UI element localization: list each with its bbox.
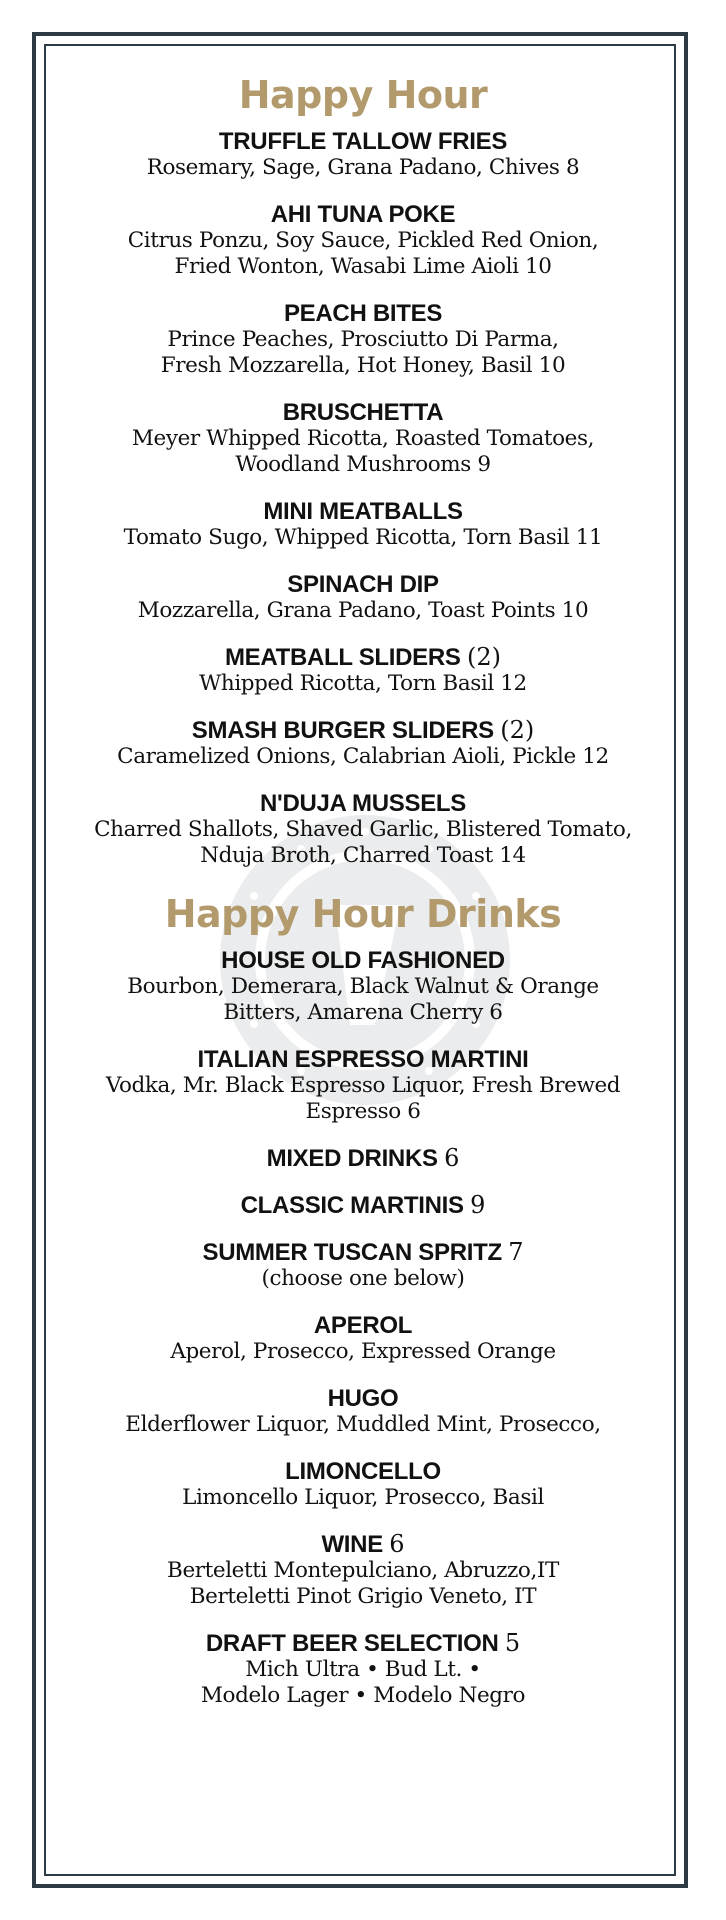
menu-item-name xyxy=(50,947,676,974)
menu-item xyxy=(50,128,676,181)
menu-item-name-suffix: (2) xyxy=(500,716,535,744)
menu-item-name-suffix: 9 xyxy=(470,1191,486,1219)
menu-item-name xyxy=(50,571,676,598)
menu-item-description: Fresh Mozzarella, Hot Honey, Basil 10 xyxy=(160,353,566,378)
menu-item xyxy=(50,1192,676,1219)
menu-item-description: Tomato Sugo, Whipped Ricotta, Torn Basil 11 xyxy=(123,525,603,550)
menu-item-description: Nduja Broth, Charred Toast 14 xyxy=(200,843,526,868)
menu-item-description: Bourbon, Demerara, Black Walnut & Orange xyxy=(127,974,599,999)
menu-item xyxy=(50,1312,676,1365)
menu-item-description: Caramelized Onions, Calabrian Aioli, Pickle 12 xyxy=(117,744,609,769)
menu-content xyxy=(50,70,676,1729)
menu-item-name-text: TRUFFLE TALLOW FRIES xyxy=(218,128,508,155)
menu-item-name xyxy=(50,300,676,327)
menu-item-description: Mozzarella, Grana Padano, Toast Points 10 xyxy=(137,598,589,623)
menu-item-name xyxy=(50,1458,676,1485)
menu-item-name-suffix: 5 xyxy=(504,1629,521,1657)
menu-item-name-suffix: 6 xyxy=(444,1144,460,1172)
menu-item-name-text: AHI TUNA POKE xyxy=(270,201,456,228)
menu-item-name-text: HOUSE OLD FASHIONED xyxy=(221,947,505,974)
menu-item xyxy=(50,644,676,697)
menu-item xyxy=(50,498,676,551)
menu-item-name xyxy=(50,399,676,426)
menu-item-name-suffix: 7 xyxy=(508,1238,524,1266)
menu-item xyxy=(50,1385,676,1438)
menu-item-name-text: WINE xyxy=(321,1531,383,1558)
menu-item-name xyxy=(50,1531,676,1558)
menu-item-name xyxy=(50,498,676,525)
menu-item-description: Modelo Lager • Modelo Negro xyxy=(200,1683,526,1708)
menu-item-description: Berteletti Pinot Grigio Veneto, IT xyxy=(189,1584,537,1609)
food-item-list xyxy=(50,128,676,869)
menu-item-description: Elderflower Liquor, Muddled Mint, Prosecco, xyxy=(125,1412,601,1437)
happy-hour-title: Happy Hour xyxy=(238,73,488,117)
menu-item-description: Limoncello Liquor, Prosecco, Basil xyxy=(182,1485,544,1510)
happy-hour-drinks-title: Happy Hour Drinks xyxy=(164,892,562,936)
menu-item xyxy=(50,1458,676,1511)
menu-item-description: Vodka, Mr. Black Espresso Liquor, Fresh Brewed xyxy=(105,1073,621,1098)
menu-item-description: Fried Wonton, Wasabi Lime Aioli 10 xyxy=(174,254,552,279)
menu-item-name-suffix: 6 xyxy=(389,1530,405,1558)
menu-item-name-text: SMASH BURGER SLIDERS xyxy=(191,717,494,744)
menu-item-name-text: MEATBALL SLIDERS xyxy=(224,644,461,671)
menu-item-name xyxy=(50,717,676,744)
menu-item xyxy=(50,1239,676,1292)
menu-item-description: Woodland Mushrooms 9 xyxy=(235,452,491,477)
menu-item-name xyxy=(50,1312,676,1339)
menu-item-name xyxy=(50,1385,676,1412)
menu-item-name-text: DRAFT BEER SELECTION xyxy=(205,1630,499,1657)
menu-item xyxy=(50,790,676,869)
menu-item-name xyxy=(50,1046,676,1073)
menu-item-name-text: ITALIAN ESPRESSO MARTINI xyxy=(197,1046,529,1073)
menu-item-description: Meyer Whipped Ricotta, Roasted Tomatoes, xyxy=(131,426,595,451)
menu-item xyxy=(50,717,676,770)
menu-item-description: Rosemary, Sage, Grana Padano, Chives 8 xyxy=(146,155,580,180)
menu-item-name-text: BRUSCHETTA xyxy=(282,399,444,426)
menu-item-name-text: MIXED DRINKS xyxy=(266,1145,438,1172)
menu-item-description: Citrus Ponzu, Soy Sauce, Pickled Red Onion, xyxy=(127,228,599,253)
menu-item-name-text: HUGO xyxy=(327,1385,399,1412)
menu-item-name xyxy=(50,1145,676,1172)
menu-item-name-text: APEROL xyxy=(313,1312,413,1339)
menu-item xyxy=(50,399,676,478)
menu-item xyxy=(50,1630,676,1709)
menu-item-name-text: SUMMER TUSCAN SPRITZ xyxy=(202,1239,502,1266)
menu-item-name-text: MINI MEATBALLS xyxy=(263,498,463,525)
menu-item-name xyxy=(50,1192,676,1219)
menu-item-description: Bitters, Amarena Cherry 6 xyxy=(223,1000,503,1025)
menu-item-name-text: PEACH BITES xyxy=(283,300,443,327)
menu-item-name xyxy=(50,790,676,817)
menu-item xyxy=(50,947,676,1026)
menu-item-description: Charred Shallots, Shaved Garlic, Blistered Tomato, xyxy=(94,817,632,842)
drinks-item-list xyxy=(50,947,676,1709)
menu-item-name xyxy=(50,1630,676,1657)
menu-item-name xyxy=(50,128,676,155)
menu-item-description: Berteletti Montepulciano, Abruzzo,IT xyxy=(167,1558,559,1583)
menu-item xyxy=(50,571,676,624)
menu-item-description: Espresso 6 xyxy=(305,1099,421,1124)
menu-item-name-text: CLASSIC MARTINIS xyxy=(240,1192,464,1219)
menu-item-description: (choose one below) xyxy=(261,1266,465,1291)
menu-item xyxy=(50,1046,676,1125)
menu-item xyxy=(50,201,676,280)
menu-item-name-text: N'DUJA MUSSELS xyxy=(260,790,466,817)
menu-item-name-text: SPINACH DIP xyxy=(287,571,439,598)
menu-item-description: Whipped Ricotta, Torn Basil 12 xyxy=(199,671,527,696)
menu-item-description: Prince Peaches, Prosciutto Di Parma, xyxy=(167,327,559,352)
menu-item-name-text: LIMONCELLO xyxy=(285,1458,441,1485)
menu-item-name xyxy=(50,201,676,228)
menu-item-description: Aperol, Prosecco, Expressed Orange xyxy=(170,1339,556,1364)
menu-item-name xyxy=(50,1239,676,1266)
menu-item-name-suffix: (2) xyxy=(467,643,502,671)
menu-item xyxy=(50,300,676,379)
menu-item-description: Mich Ultra • Bud Lt. • xyxy=(245,1657,481,1682)
menu-item xyxy=(50,1531,676,1610)
menu-item xyxy=(50,1145,676,1172)
menu-item-name xyxy=(50,644,676,671)
